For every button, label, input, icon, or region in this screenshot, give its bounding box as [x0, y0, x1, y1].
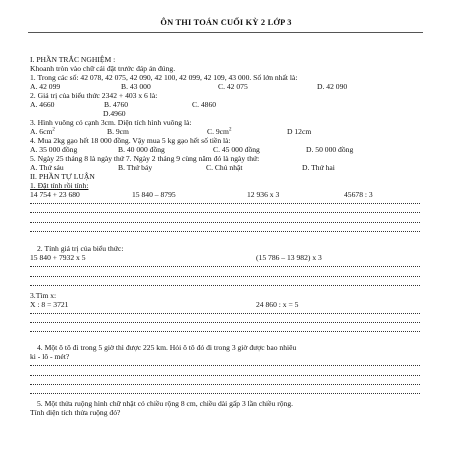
q5-text: 5. Ngày 25 tháng 8 là ngày thứ 7. Ngày 2 tháng 9 cùng năm đó là ngày thứ:: [30, 154, 260, 163]
q1-option-b: B. 43 000: [121, 82, 151, 91]
q3-option-b: B. 9cm: [107, 127, 129, 136]
answer-line[interactable]: [30, 231, 420, 232]
part1-instruction: Khoanh tròn vào chữ cái đặt trước đáp án đúng.: [30, 64, 176, 73]
q4-text: 4. Mua 2kg gạo hết 18 000 đồng. Vậy mua 5 kg gạo hết số tiền là:: [30, 136, 231, 145]
answer-line[interactable]: [30, 276, 420, 277]
p2-q5-line2: Tính diện tích thửa ruộng đó?: [30, 408, 121, 417]
answer-line[interactable]: [30, 365, 420, 366]
p2-q1-expr-4: 45678 : 3: [344, 190, 373, 199]
p2-q2-expr-2: (15 786 – 13 982) x 3: [256, 253, 322, 262]
q5-option-b: B. Thứ bảy: [118, 163, 153, 172]
p2-q4-line1: 4. Một ô tô đi trong 5 giờ thì được 225 km. Hỏi ô tô đó đi trong 3 giờ được bao nhiêu: [37, 343, 297, 352]
q3-option-c: C. $9cm^2$: [207, 127, 232, 136]
part2-heading: II. PHẦN TỰ LUẬN: [30, 172, 95, 181]
p2-q1-text: 1. Đặt tính rồi tính:: [30, 181, 89, 190]
answer-line[interactable]: [30, 393, 420, 394]
q3-option-a: A. $6cm^2$: [30, 127, 55, 136]
q1-text: 1. Trong các số: 42 078, 42 075, 42 090, 42 100, 42 099, 42 109, 43 000. Số lớn nhất là:: [30, 73, 298, 82]
page-title: ÔN THI TOÁN CUỐI KỲ 2 LỚP 3: [160, 18, 292, 27]
p2-q1-expr-3: 12 936 x 3: [247, 190, 280, 199]
answer-line[interactable]: [30, 266, 420, 267]
q4-option-a: A. 35 000 đồng: [30, 145, 78, 154]
p2-q1-expr-1: 14 754 + 23 680: [30, 190, 80, 199]
q2-option-a: A. 4660: [30, 100, 55, 109]
q2-option-c: C. 4860: [192, 100, 217, 109]
p2-q4-line2: ki - lô - mét?: [30, 352, 70, 361]
answer-line[interactable]: [30, 384, 420, 385]
q1-option-c: C. 42 075: [218, 82, 248, 91]
q5-option-a: A. Thứ sáu: [30, 163, 64, 172]
q1-option-d: D. 42 090: [317, 82, 348, 91]
q4-option-b: B. 40 000 đồng: [118, 145, 165, 154]
q4-option-c: C. 45 000 đồng: [213, 145, 260, 154]
q4-option-d: D. 50 000 đồng: [306, 145, 354, 154]
answer-line[interactable]: [30, 203, 420, 204]
answer-line[interactable]: [30, 322, 420, 323]
q1-option-a: A. 42 099: [30, 82, 61, 91]
p2-q3-expr-1: X : 8 = 3721: [30, 300, 69, 309]
q2-option-d: D.4960: [103, 109, 126, 118]
answer-line[interactable]: [30, 331, 420, 332]
q2-text: 2. Giá trị của biểu thức 2342 + 403 x 6 là:: [30, 91, 158, 100]
q5-option-c: C. Chủ nhật: [206, 163, 243, 172]
answer-line[interactable]: [30, 285, 420, 286]
part1-heading: I. PHẦN TRẮC NGHIỆM :: [30, 55, 116, 64]
answer-line[interactable]: [30, 375, 420, 376]
answer-line[interactable]: [30, 313, 420, 314]
q5-option-d: D. Thứ hai: [302, 163, 335, 172]
p2-q5-line1: 5. Một thửa ruộng hình chữ nhật có chiều rộng 8 cm, chiều dài gấp 3 lần chiều rộng.: [37, 399, 294, 408]
title-rule: [28, 32, 423, 33]
p2-q3-expr-2: 24 860 : x = 5: [256, 300, 299, 309]
q2-option-b: B. 4760: [104, 100, 129, 109]
q3-option-d: D 12cm: [287, 127, 312, 136]
answer-line[interactable]: [30, 222, 420, 223]
answer-line[interactable]: [30, 212, 420, 213]
p2-q1-expr-2: 15 840 – 8795: [132, 190, 176, 199]
q3-text: 3. Hình vuông có cạnh 3cm. Diện tích hình vuông là:: [30, 118, 192, 127]
p2-q3-text: 3.Tìm x:: [30, 291, 57, 300]
p2-q2-expr-1: 15 840 + 7932 x 5: [30, 253, 86, 262]
p2-q2-text: 2. Tính giá trị của biểu thức:: [37, 244, 124, 253]
